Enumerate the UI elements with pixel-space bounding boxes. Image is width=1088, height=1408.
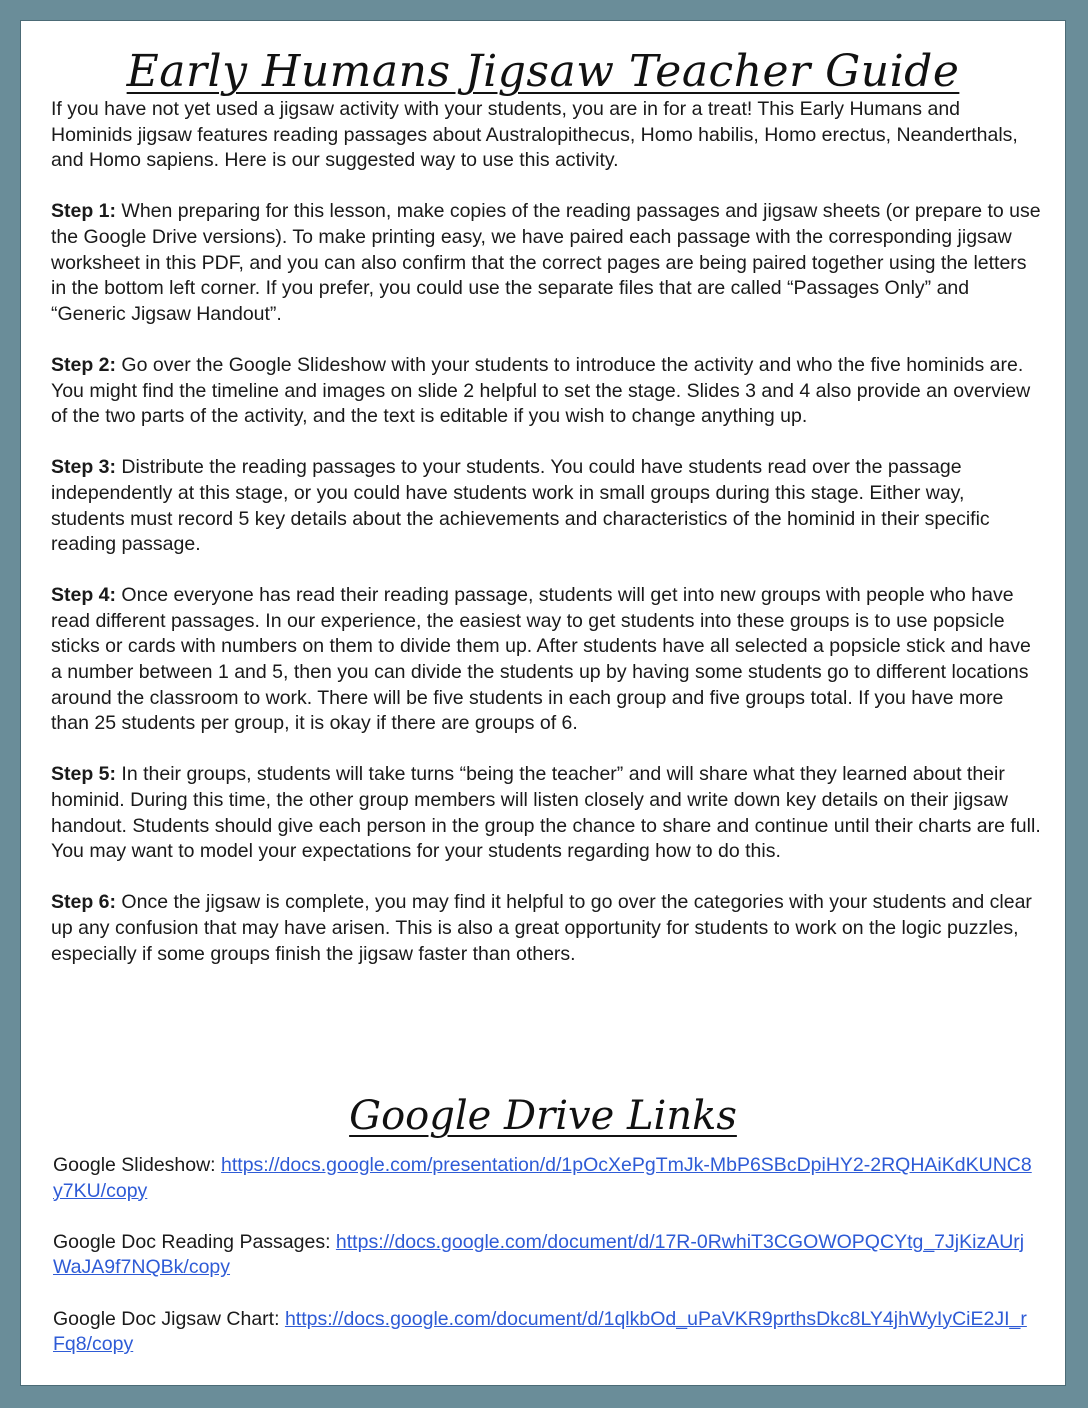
drive-links (53, 1153, 1038, 1383)
step-label: Step 3: (51, 456, 117, 479)
jigsaw-chart-link[interactable]: https://docs.google.com/document/d/1qlkbOd_uPaVKR9prthsDkc8LY4jhWyIyCiE2JI_rFq8/copy (53, 1307, 1027, 1356)
reading-passages-link[interactable]: https://docs.google.com/document/d/17R-0RwhiT3CGOWOPQCYtg_7JjKizAUrjWaJA9f7NQBk/copy (53, 1230, 1025, 1279)
step-text: Distribute the reading passages to your students. You could have students read over the passage independently at this stage, or you could have students work in small groups during this stage. Either way, students must record 5 key details about the achievements and characteristics of the hominid in their specific reading passage. (51, 456, 990, 556)
step-label: Step 4: (51, 584, 117, 607)
step-label: Step 6: (51, 891, 117, 914)
step-text: Go over the Google Slideshow with your students to introduce the activity and who the five hominids are. You might find the timeline and images on slide 2 helpful to set the stage. Slides 3 and 4 also provide an overview of the two parts of the activity, and the text is editable if you wish to change anything up. (51, 353, 1031, 428)
link-item-reading-passages (53, 1230, 1038, 1281)
step-text: Once the jigsaw is complete, you may find it helpful to go over the categories with your students and clear up any confusion that may have arisen. This is also a great opportunity for students to work on the logic puzzles, especially if some groups finish the jigsaw faster than others. (51, 891, 1032, 965)
step-paragraph (51, 890, 1041, 967)
step-paragraph (51, 199, 1041, 327)
links-heading: Google Drive Links (349, 1093, 737, 1139)
link-label: Google Doc Jigsaw Chart: (53, 1307, 285, 1330)
step-text: Once everyone has read their reading passage, students will get into new groups with people who have read different passages. In our experience, the easiest way to get students into these groups is to use popsicle sticks or cards with numbers on them to divide them up. After students have all selected a popsicle stick and have a number between 1 and 5, then you can divide the students up by having some students go to different locations around the classroom to work. There will be five students in each group and five groups total. If you have more than 25 students per group, it is okay if there are groups of 6. (51, 584, 1031, 735)
link-label: Google Doc Reading Passages: (53, 1230, 336, 1253)
link-label: Google Slideshow: (53, 1154, 222, 1176)
guide-body (51, 97, 1041, 993)
step-paragraph (51, 455, 1041, 557)
step-paragraph (51, 583, 1041, 737)
step-paragraph (51, 762, 1041, 864)
intro-paragraph: If you have not yet used a jigsaw activity with your students, you are in for a treat! This Early Humans and Hominids jigsaw features reading passages about Australopithecus, Homo habilis, Homo erectus, Neanderthals, and Homo sapiens. Here is our suggested way to use this activity. (51, 98, 1018, 172)
step-text: In their groups, students will take turns “being the teacher” and will share what they learned about their hominid. During this time, the other group members will listen closely and write down key details on their jigsaw handout. Students should give each person in the group the chance to share and continue until their charts are full. You may want to model your expectations for your students regarding how to do this. (51, 763, 1041, 863)
step-label: Step 1: (51, 200, 117, 223)
slideshow-link[interactable]: https://docs.google.com/presentation/d/1pOcXePgTmJk-MbP6SBcDpiHY2-2RQHAiKdKUNC8y7KU/copy (53, 1154, 1032, 1202)
step-label: Step 2: (51, 353, 117, 376)
step-text: When preparing for this lesson, make copies of the reading passages and jigsaw sheets (or prepare to use the Google Drive versions). To make printing easy, we have paired each passage with the corresponding jigsaw worksheet in this PDF, and you can also confirm that the correct pages are being paired together using the letters in the bottom left corner. If you prefer, you could use the separate files that are called “Passages Only” and “Generic Jigsaw Handout”. (51, 200, 1041, 325)
document-page (20, 20, 1066, 1386)
step-paragraph (51, 353, 1041, 430)
step-label: Step 5: (51, 763, 117, 786)
page-title: Early Humans Jigsaw Teacher Guide (126, 46, 960, 97)
link-item-jigsaw-chart (53, 1307, 1038, 1358)
link-item-slideshow (53, 1153, 1038, 1204)
